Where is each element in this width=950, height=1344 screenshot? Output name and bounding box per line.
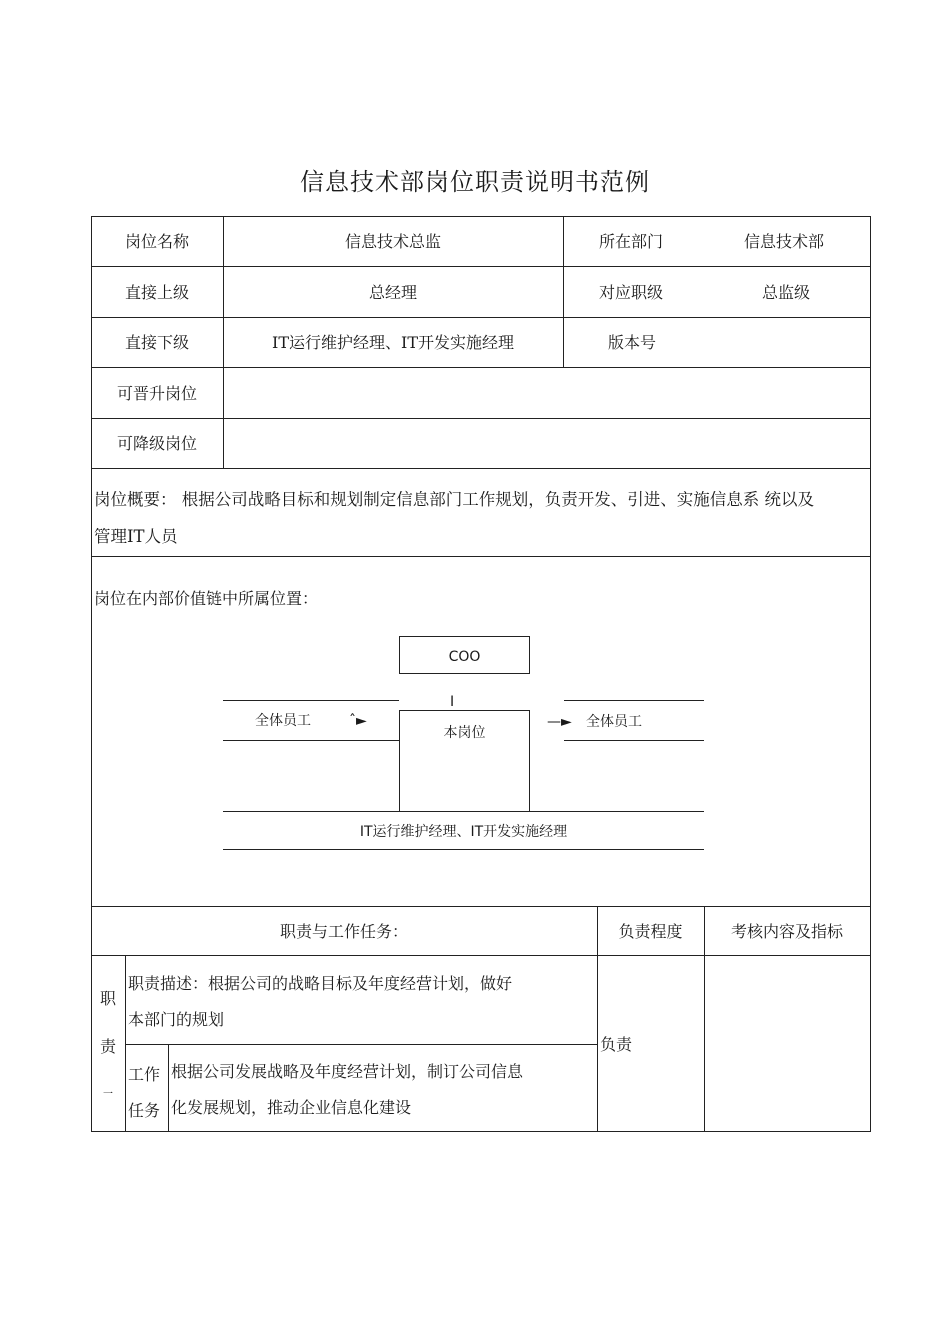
col-line — [563, 216, 564, 367]
responsibility-degree-value: 负责 — [600, 1035, 633, 1054]
chain-line-bottom-bottom — [223, 849, 704, 850]
promote-label: 可晋升岗位 — [116, 384, 197, 403]
chain-line-right-top — [564, 700, 704, 701]
subordinate-value: IT运行维护经理、IT开发实施经理 — [272, 333, 514, 352]
subordinate-node-label: IT运行维护经理、IT开发实施经理 — [359, 824, 568, 840]
task-line-2: 化发展规划，推动企业信息化建设 — [171, 1098, 412, 1117]
department-label: 所在部门 — [599, 232, 664, 251]
row-line — [125, 1044, 597, 1045]
superior-label: 直接上级 — [124, 283, 189, 302]
duties-header-tasks: 职责与工作任务： — [279, 922, 408, 941]
row-line — [91, 317, 870, 318]
row-line — [91, 906, 870, 907]
overview-line-2: 管理IT人员 — [94, 527, 178, 546]
grade-label: 对应职级 — [599, 283, 664, 302]
row-line — [91, 418, 870, 419]
duties-header-degree: 负责程度 — [618, 922, 683, 941]
chain-line-left-top — [223, 700, 399, 701]
row-line — [91, 266, 870, 267]
right-arrow: —► — [547, 714, 572, 730]
right-node-label: 全体员工 — [586, 714, 642, 730]
task-label-line-2: 任务 — [128, 1101, 161, 1120]
chain-line-left-bottom — [223, 740, 399, 741]
duty-side-char-2: 责 — [99, 1037, 116, 1056]
chain-line-bottom-top — [223, 811, 704, 812]
duty-description-line-1: 职责描述：根据公司的战略目标及年度经营计划，做好 — [128, 974, 513, 993]
row-line — [91, 556, 870, 557]
row-line — [91, 955, 870, 956]
position-name-label: 岗位名称 — [124, 232, 189, 251]
subordinate-label: 直接下级 — [124, 333, 189, 352]
col-line — [168, 1044, 169, 1131]
department-value: 信息技术部 — [744, 232, 825, 251]
task-line-1: 根据公司发展战略及年度经营计划，制订公司信息 — [171, 1062, 524, 1081]
duty-side-char-3: 一 — [103, 1089, 113, 1100]
left-node-label: 全体员工 — [255, 713, 311, 729]
current-position-label: 本岗位 — [443, 725, 486, 741]
col-line — [125, 955, 126, 1131]
duty-side-char-1: 职 — [99, 989, 116, 1008]
grade-value: 总监级 — [762, 283, 811, 302]
task-label-line-1: 工作 — [128, 1065, 161, 1084]
coo-label: COO — [448, 649, 481, 665]
document-title: 信息技术部岗位职责说明书范例 — [300, 168, 650, 196]
value-chain-label: 岗位在内部价值链中所属位置： — [94, 589, 319, 608]
row-line — [91, 468, 870, 469]
position-name-value: 信息技术总监 — [344, 232, 441, 251]
connector-mark: I — [450, 694, 455, 710]
row-line — [91, 216, 870, 217]
frame-right — [870, 216, 871, 1132]
duty-description-line-2: 本部门的规划 — [128, 1010, 225, 1029]
row-line — [91, 1131, 871, 1132]
overview-line-1: 岗位概要： 根据公司战略目标和规划制定信息部门工作规划，负责开发、引进、实施信息系 统以及 — [94, 490, 814, 509]
demote-label: 可降级岗位 — [116, 434, 197, 453]
row-line — [91, 367, 870, 368]
superior-value: 总经理 — [368, 283, 417, 302]
version-label: 版本号 — [608, 333, 657, 352]
chain-line-right-bottom — [564, 740, 704, 741]
left-arrow: ˆ► — [349, 713, 367, 729]
duties-header-kpi: 考核内容及指标 — [730, 922, 843, 941]
